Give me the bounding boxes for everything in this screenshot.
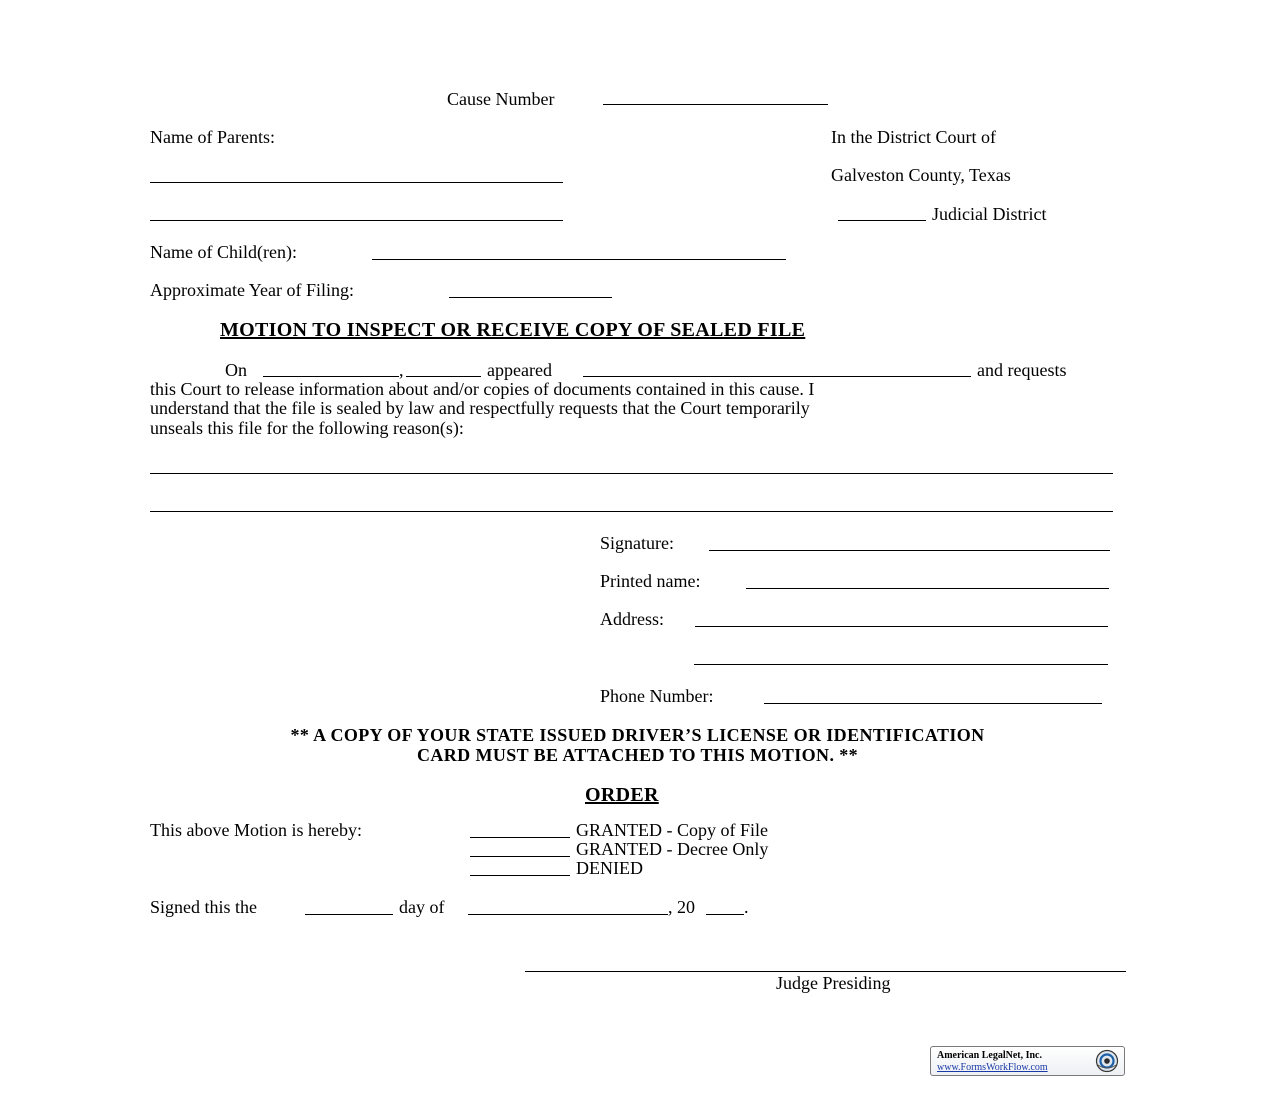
id-notice-line-1: ** A COPY OF YOUR STATE ISSUED DRIVER’S LICENSE OR IDENTIFICATION <box>290 725 985 745</box>
day-of-label: day of <box>399 897 445 917</box>
parents-label: Name of Parents: <box>150 127 275 147</box>
appeared-label: appeared <box>487 360 552 380</box>
year-suffix: . <box>744 897 749 917</box>
signature-label: Signature: <box>600 533 674 553</box>
phone-label: Phone Number: <box>600 686 714 706</box>
address-field-2[interactable] <box>694 664 1108 665</box>
parent-name-field-2[interactable] <box>150 220 563 221</box>
cause-number-label: Cause Number <box>447 89 555 109</box>
granted-decree-checkline[interactable] <box>470 856 570 857</box>
option-denied: DENIED <box>576 858 643 878</box>
reason-line-2[interactable] <box>150 511 1113 512</box>
judge-signature-line[interactable] <box>525 971 1126 972</box>
year-field[interactable] <box>449 297 612 298</box>
printed-name-field[interactable] <box>746 588 1109 589</box>
phone-field[interactable] <box>764 703 1102 704</box>
globe-icon <box>1095 1049 1119 1073</box>
appeared-name-field[interactable] <box>583 376 971 377</box>
judicial-district-number-field[interactable] <box>838 220 926 221</box>
address-label: Address: <box>600 609 664 629</box>
signed-day-field[interactable] <box>305 914 393 915</box>
body-line-2: this Court to release information about and/or copies of documents contained in this cause. I <box>150 379 815 399</box>
order-heading: ORDER <box>585 784 659 806</box>
printed-name-label: Printed name: <box>600 571 701 591</box>
id-notice <box>150 725 1125 765</box>
date-field[interactable] <box>263 376 399 377</box>
on-label: On <box>225 360 247 380</box>
denied-checkline[interactable] <box>470 875 570 876</box>
granted-copy-checkline[interactable] <box>470 837 570 838</box>
option-granted-copy: GRANTED - Copy of File <box>576 820 768 840</box>
option-granted-decree: GRANTED - Decree Only <box>576 839 769 859</box>
logo-url-link[interactable]: www.FormsWorkFlow.com <box>937 1062 1048 1073</box>
requests-label: and requests <box>977 360 1067 380</box>
children-name-field[interactable] <box>372 259 786 260</box>
body-line-3: understand that the file is sealed by law and respectfully requests that the Court temporarily <box>150 398 810 418</box>
county-label: Galveston County, Texas <box>831 165 1011 185</box>
reason-line-1[interactable] <box>150 473 1113 474</box>
signed-month-field[interactable] <box>468 914 668 915</box>
cause-number-field[interactable] <box>603 104 828 105</box>
year-appeared-field[interactable] <box>406 376 481 377</box>
year-label: Approximate Year of Filing: <box>150 280 354 300</box>
judge-presiding-label: Judge Presiding <box>776 973 891 993</box>
children-label: Name of Child(ren): <box>150 242 297 262</box>
year-prefix: , 20 <box>668 897 695 917</box>
signed-year-field[interactable] <box>706 914 744 915</box>
id-notice-line-2: CARD MUST BE ATTACHED TO THIS MOTION. ** <box>416 745 859 765</box>
body-line-4: unseals this file for the following reason(s): <box>150 418 464 438</box>
court-label: In the District Court of <box>831 127 996 147</box>
address-field-1[interactable] <box>695 626 1108 627</box>
motion-status-label: This above Motion is hereby: <box>150 820 362 840</box>
signature-field[interactable] <box>709 550 1110 551</box>
judicial-district-label: Judicial District <box>932 204 1047 224</box>
american-legalnet-logo[interactable] <box>930 1046 1125 1076</box>
logo-company-name: American LegalNet, Inc. <box>937 1050 1042 1061</box>
comma: , <box>399 360 404 380</box>
parent-name-field-1[interactable] <box>150 182 563 183</box>
signed-label: Signed this the <box>150 897 257 917</box>
document-title: MOTION TO INSPECT OR RECEIVE COPY OF SEALED FILE <box>220 319 806 341</box>
